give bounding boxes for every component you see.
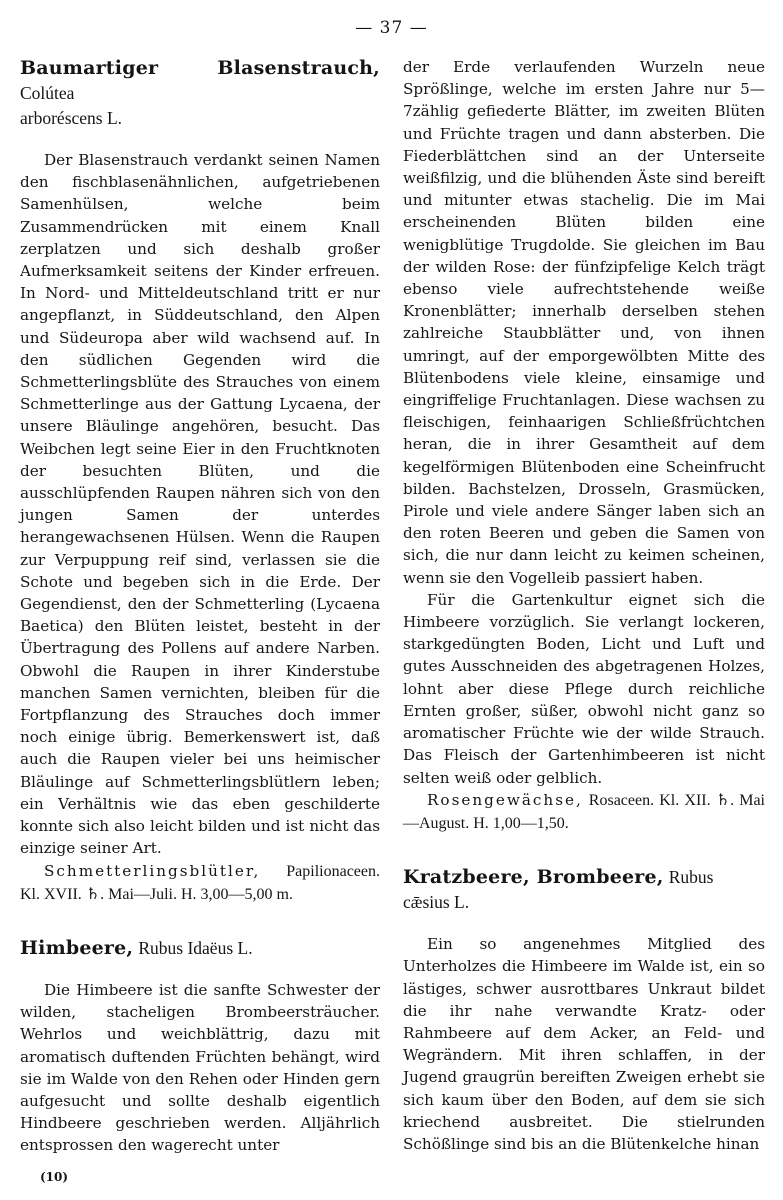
heading-brombeere	[403, 865, 765, 915]
heading-colutea-name: Baumartiger Blasenstrauch,	[20, 57, 380, 79]
page-number: — 37 —	[355, 18, 428, 38]
heading-brombeere-name: Kratzbeere, Brombeere,	[403, 866, 664, 889]
family-details-rosen: Rosaceen. Kl. XII. ♄. Mai—August. H. 1,00—1,50.	[403, 791, 766, 832]
heading-brombeere-latin: Rubus	[668, 867, 714, 888]
paragraph-himbeere-start: Die Himbeere ist die sanfte Schwester der wilden, stacheligen Brombeersträucher. Wehrlos und weichblättrig, dazu mit aromatisch duftenden Früchten behängt, wird sie im Walde von den Rehen oder Hinden gern aufgesucht und sollte deshalb eigentlich Hindbeere geschrieben werden. Alljährlich entsprossen den wagerecht unter	[20, 980, 380, 1155]
family-name: Schmetterlingsblütler,	[44, 861, 261, 880]
heading-himbeere-latin: Rubus Idaëus L.	[138, 937, 253, 958]
paragraph-himbeere-cont: der Erde verlaufenden Wurzeln neue Sprößlinge, welche im ersten Jahre nur 5—7zählig gefiederte Blätter, im zweiten Blüten und Früchte tragen und dann absterben. Die Fiederblättchen sind an der Unterseite weißfilzig, und die blühenden Äste sind bereift und mitunter etwas stachelig. Die im Mai erscheinenden Blüten bilden eine wenigblütige Trugdolde. Sie gleichen im Bau der wilden Rose: der fünfzipfelige Kelch trägt ebenso viele aufrechtstehende weiße Kronenblätter; innerhalb derselben stehen zahlreiche Staubblätter und, von ihnen umringt, auf der emporgewölbten Mitte des Blütenbodens viele kleine, einsamige und eingriffelige Fruchtanlagen. Diese wachsen zu fleischigen, feinhaarigen Schließfrüchtchen heran, die in ihrer Gesamtheit auf dem kegelförmigen Blütenboden eine Scheinfrucht bilden. Bachstelzen, Drosseln, Grasmücken, Pirole und viele andere Sänger laben sich an den roten Beeren und geben die Samen von sich, die nur dann leicht zu keimen scheinen, wenn sie den Vogelleib passiert haben.	[403, 58, 765, 587]
heading-colutea-latin-2: arboréscens L.	[20, 108, 123, 128]
right-column	[403, 56, 765, 1155]
family-name-rosen: Rosengewächse,	[427, 790, 583, 809]
family-line-rosaceen	[403, 789, 765, 835]
left-column	[20, 56, 380, 1157]
signature-mark: (10)	[40, 1170, 69, 1184]
family-details: Papilionaceen. Kl. XVII. ♄. Mai—Juli. H. 3,00—5,00 m.	[20, 862, 380, 903]
heading-brombeere-latin-2: cǣsius L.	[403, 892, 470, 913]
paragraph-blasenstrauch: Der Blasenstrauch verdankt seinen Namen den fischblasenähnlichen, aufgetriebenen Samenhülsen, welche beim Zusammendrücken mit einem Knall zerplatzen und sich deshalb großer Aufmerksamkeit seitens der Kinder erfreuen. In Nord- und Mitteldeutschland tritt er nur angepflanzt, in Süddeutschland, den Alpen und Südeuropa aber wild wachsend auf. In den südlichen Gegenden wird die Schmetterlingsblüte des Strauches von einem Schmetterlinge aus der Gattung Lycaena, der unsere Bläulinge angehören, besucht. Das Weibchen legt seine Eier in den Fruchtknoten der besuchten Blüten, und die ausschlüpfenden Raupen nähren sich von den jungen Samen der unterdes herangewachsenen Hülsen. Wenn die Raupen zur Verpuppung reif sind, verlassen sie die Schote und begeben sich in die Erde. Der Gegendienst, den der Schmetterling (Lycaena Baetica) den Blüten leistet, besteht in der Übertragung des Pollens auf andere Narben. Obwohl die Raupen in ihrer Kinderstube manchen Samen vernichten, bleiben für die Fortpflanzung des Strauches doch immer noch einige übrig. Bemerkenswert ist, daß auch die Raupen vieler bei uns heimischer Bläulinge auf Schmetterlingsblütlern leben; ein Verhältnis wie das eben geschilderte konnte sich also leicht bilden und ist nicht das einzige seiner Art.	[20, 151, 380, 858]
heading-himbeere	[20, 936, 380, 961]
heading-colutea	[20, 56, 380, 131]
heading-colutea-latin: Colútea	[20, 83, 75, 103]
paragraph-brombeere: Ein so angenehmes Mitglied des Unterholzes die Himbeere im Walde ist, ein so lästiges, schwer ausrottbares Unkraut bildet die ihr nahe verwandte Kratz- oder Rahmbeere auf dem Acker, an Feld- und Wegrändern. Mit ihren schlaffen, in der Jugend graugrün bereiften Zweigen erhebt sie sich kaum über den Boden, auf dem sie sich kriechend ausbreitet. Die stielrunden Schößlinge sind bis an die Blütenkelche hinan	[403, 935, 765, 1153]
heading-himbeere-name: Himbeere,	[20, 936, 134, 959]
paragraph-gartenkultur: Für die Gartenkultur eignet sich die Himbeere vorzüglich. Sie verlangt lockeren, starkgedüngten Boden, Licht und Luft und gutes Ausschneiden des abgetragenen Holzes, lohnt aber diese Pflege durch reichliche Ernten großer, süßer, obwohl nicht ganz so aromatischer Früchte wie der wilde Strauch. Das Fleisch der Gartenhimbeeren ist nicht selten weiß oder gelblich.	[403, 590, 765, 787]
family-line-papilionaceen	[20, 860, 380, 906]
